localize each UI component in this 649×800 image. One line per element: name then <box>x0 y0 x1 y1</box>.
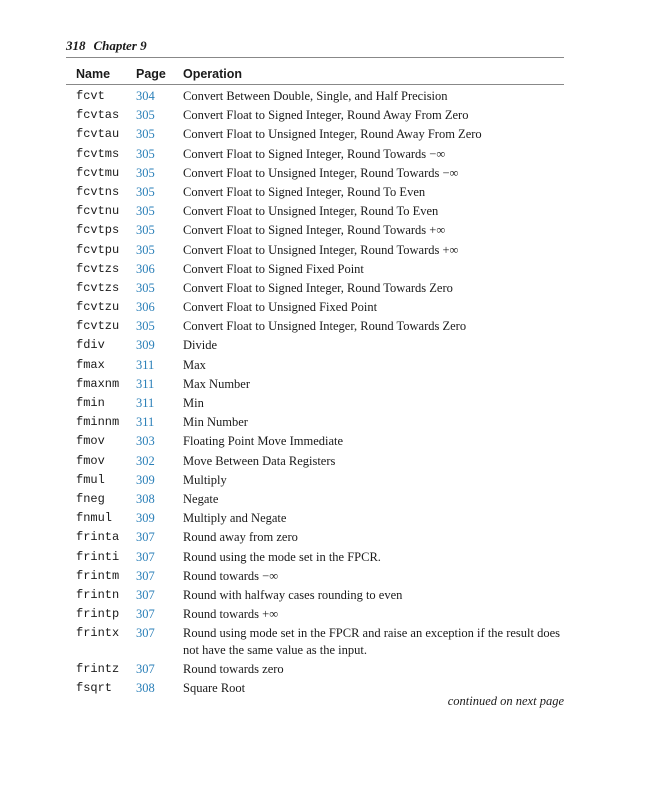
page-link[interactable]: 304 <box>136 89 155 103</box>
instruction-name: fmax <box>76 357 105 372</box>
header-operation: Operation <box>183 67 243 81</box>
operation-description: Round towards zero <box>183 662 284 677</box>
operation-description: Convert Float to Unsigned Integer, Round Towards Zero <box>183 319 467 334</box>
page-link[interactable]: 305 <box>136 319 155 334</box>
operation-description: Round using mode set in the FPCR and raise an exception if the result does not have the same value as the input. <box>183 626 561 658</box>
page-link[interactable]: 306 <box>136 300 155 315</box>
page-link[interactable]: 305 <box>136 204 155 219</box>
table-row <box>0 453 649 472</box>
operation-description: Convert Float to Unsigned Integer, Round To Even <box>183 204 439 219</box>
page-link[interactable]: 305 <box>136 108 155 123</box>
operation-description: Convert Float to Signed Fixed Point <box>183 261 364 276</box>
operation-description: Round towards +∞ <box>183 607 279 622</box>
page-link[interactable]: 305 <box>136 146 155 161</box>
instruction-name: fcvtpu <box>76 242 120 257</box>
operation-description: Max Number <box>183 376 250 391</box>
table-row <box>0 146 649 165</box>
operation-description: Convert Float to Unsigned Fixed Point <box>183 300 378 315</box>
instruction-name: fcvtau <box>76 127 120 142</box>
operation-description: Round with halfway cases rounding to even <box>183 587 403 602</box>
instruction-name: frintm <box>76 568 120 583</box>
operation-description: Round away from zero <box>183 530 298 545</box>
instruction-name: fmaxnm <box>76 376 120 391</box>
instruction-name: fcvtzs <box>76 280 120 295</box>
table-row <box>0 414 649 433</box>
table-row <box>0 337 649 356</box>
instruction-name: fneg <box>76 491 105 506</box>
page-link[interactable]: 307 <box>136 607 155 622</box>
table-row <box>0 606 649 625</box>
operation-description: Convert Float to Signed Integer, Round Towards Zero <box>183 280 453 295</box>
instruction-name: frintn <box>76 587 120 602</box>
table-row <box>0 318 649 337</box>
table-row <box>0 203 649 222</box>
instruction-table <box>0 88 649 700</box>
page-link[interactable]: 309 <box>136 511 155 526</box>
instruction-name: fcvtzu <box>76 300 120 315</box>
operation-description: Convert Float to Signed Integer, Round Towards −∞ <box>183 146 446 161</box>
table-row <box>0 299 649 318</box>
page-link[interactable]: 307 <box>136 662 155 677</box>
top-rule <box>66 57 564 58</box>
table-row <box>0 395 649 414</box>
page-link[interactable]: 307 <box>136 530 155 545</box>
instruction-name: fmul <box>76 472 105 487</box>
chapter-title: Chapter 9 <box>93 38 147 53</box>
instruction-name: frintz <box>76 662 120 677</box>
page-link[interactable]: 305 <box>136 184 155 199</box>
instruction-name: frintx <box>76 626 120 641</box>
page-link[interactable]: 306 <box>136 261 155 276</box>
page-link[interactable]: 307 <box>136 626 155 641</box>
instruction-name: fsqrt <box>76 681 113 696</box>
header-rule <box>66 84 564 85</box>
operation-description: Convert Float to Signed Integer, Round Away From Zero <box>183 108 469 123</box>
page-link[interactable]: 305 <box>136 223 155 238</box>
table-row <box>0 242 649 261</box>
instruction-name: fdiv <box>76 338 105 353</box>
table-row <box>0 261 649 280</box>
operation-description: Round towards −∞ <box>183 568 279 583</box>
page-link[interactable]: 302 <box>136 453 155 468</box>
operation-description: Convert Float to Unsigned Integer, Round Towards +∞ <box>183 242 459 257</box>
instruction-name: fcvtzu <box>76 319 120 334</box>
operation-description: Negate <box>183 491 219 506</box>
table-row <box>0 433 649 452</box>
table-row <box>0 568 649 587</box>
operation-description: Min <box>183 396 204 410</box>
table-row <box>0 88 649 107</box>
operation-description: Convert Float to Signed Integer, Round Towards +∞ <box>183 223 446 238</box>
page-link[interactable]: 305 <box>136 127 155 142</box>
header-page: Page <box>136 67 166 81</box>
page-link[interactable]: 305 <box>136 165 155 180</box>
page-header <box>66 38 147 54</box>
header-name: Name <box>76 67 111 81</box>
page-link[interactable]: 307 <box>136 587 155 602</box>
page-link[interactable]: 311 <box>136 396 155 410</box>
operation-description: Convert Float to Signed Integer, Round To Even <box>183 184 426 199</box>
table-row <box>0 280 649 299</box>
instruction-name: frintp <box>76 607 120 622</box>
table-row <box>0 357 649 376</box>
table-row <box>0 529 649 548</box>
table-row <box>0 472 649 491</box>
continued-note: continued on next page <box>447 694 564 708</box>
instruction-name: fcvtzs <box>76 261 120 276</box>
table-row <box>0 510 649 529</box>
instruction-name: fcvtms <box>76 146 120 161</box>
instruction-name: fnmul <box>76 511 113 526</box>
page-link[interactable]: 309 <box>136 472 155 487</box>
instruction-name: fcvtps <box>76 223 120 238</box>
instruction-name: fcvtmu <box>76 165 120 180</box>
operation-description: Divide <box>183 338 218 353</box>
table-row <box>0 184 649 203</box>
table-row <box>0 165 649 184</box>
instruction-name: fminnm <box>76 415 120 430</box>
table-row <box>0 587 649 606</box>
page-link[interactable]: 305 <box>136 242 155 257</box>
operation-description: Move Between Data Registers <box>183 453 336 468</box>
operation-description: Min Number <box>183 415 248 430</box>
table-row <box>0 549 649 568</box>
instruction-name: fcvtnu <box>76 204 120 219</box>
instruction-name: fcvtas <box>76 108 120 123</box>
page-number: 318 <box>66 38 86 53</box>
operation-description: Round using the mode set in the FPCR. <box>183 549 381 564</box>
table-row <box>0 376 649 395</box>
page-link[interactable]: 311 <box>136 415 155 430</box>
instruction-name: fcvtns <box>76 184 120 199</box>
page-link[interactable]: 307 <box>136 568 155 583</box>
table-row <box>0 491 649 510</box>
page-link[interactable]: 308 <box>136 681 155 696</box>
operation-description: Convert Between Double, Single, and Half Precision <box>183 89 448 103</box>
instruction-name: fcvt <box>76 89 105 103</box>
operation-description: Convert Float to Unsigned Integer, Round Away From Zero <box>183 127 482 142</box>
instruction-name: frinti <box>76 549 120 564</box>
operation-description: Multiply <box>183 472 227 487</box>
table-row <box>0 126 649 145</box>
operation-description: Square Root <box>183 681 246 696</box>
page-link[interactable]: 307 <box>136 549 155 564</box>
operation-description: Multiply and Negate <box>183 511 287 526</box>
instruction-name: fmov <box>76 434 105 449</box>
operation-description: Convert Float to Unsigned Integer, Round Towards −∞ <box>183 165 459 180</box>
page-link[interactable]: 311 <box>136 357 155 372</box>
page-link[interactable]: 305 <box>136 280 155 295</box>
instruction-name: fmov <box>76 453 105 468</box>
page-link[interactable]: 308 <box>136 491 155 506</box>
table-row <box>0 222 649 241</box>
table-row <box>0 625 649 661</box>
instruction-name: frinta <box>76 530 120 545</box>
table-row <box>0 661 649 680</box>
operation-description: Max <box>183 357 206 372</box>
table-row <box>0 107 649 126</box>
operation-description: Floating Point Move Immediate <box>183 434 344 449</box>
page-link[interactable]: 303 <box>136 434 155 449</box>
page-link[interactable]: 311 <box>136 376 155 391</box>
page-link[interactable]: 309 <box>136 338 155 353</box>
instruction-name: fmin <box>76 396 105 410</box>
